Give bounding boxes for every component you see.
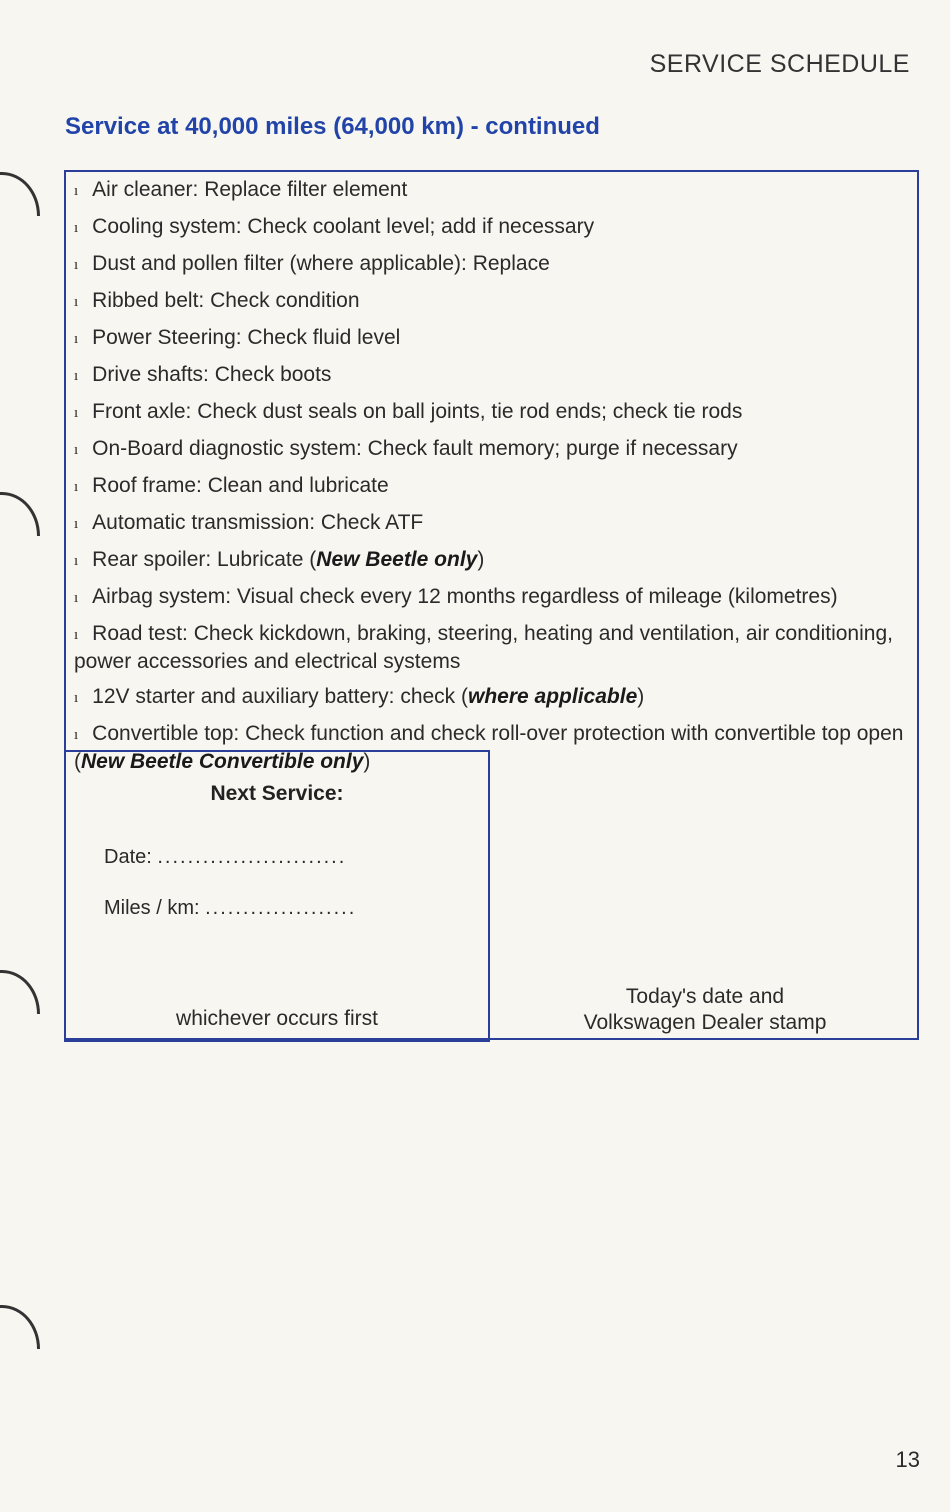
bullet-icon: ı	[74, 220, 79, 236]
checklist-item	[74, 399, 910, 427]
page-number: 13	[895, 1447, 920, 1472]
checklist-item-text: Power Steering: Check fluid level	[92, 326, 401, 349]
binder-hole-mark	[0, 1305, 40, 1349]
service-checklist-box	[64, 170, 919, 1040]
binder-hole-mark	[0, 970, 40, 1014]
checklist-item	[74, 436, 910, 464]
checklist-item-text: 12V starter and auxiliary battery: check (	[92, 685, 469, 708]
binder-hole-mark	[0, 172, 40, 216]
checklist-item	[74, 177, 910, 205]
miles-label: Miles / km:	[104, 897, 200, 919]
next-service-title: Next Service:	[210, 782, 344, 805]
checklist-item-text: On-Board diagnostic system: Check fault memory; purge if necessary	[92, 437, 738, 460]
checklist-item	[74, 473, 910, 501]
dealer-stamp-area	[490, 984, 920, 1036]
checklist-item-text: Cooling system: Check coolant level; add if necessary	[92, 215, 595, 238]
whichever-note: whichever occurs first	[176, 1007, 378, 1030]
checklist-item	[74, 547, 910, 575]
checklist-item-text: Roof frame: Clean and lubricate	[92, 474, 389, 497]
bullet-icon: ı	[74, 331, 79, 347]
checklist-item	[74, 584, 910, 612]
checklist-item-text: Airbag system: Visual check every 12 months regardless of mileage (kilometres)	[92, 585, 838, 608]
bullet-icon: ı	[74, 553, 79, 569]
binder-hole-mark	[0, 492, 40, 536]
next-service-miles-line	[104, 897, 356, 920]
checklist-item	[74, 325, 910, 353]
bullet-icon: ı	[74, 257, 79, 273]
checklist-item-text: Convertible top: Check function and check roll-over protection with convertible top open (	[74, 722, 904, 773]
checklist-item-text: Rear spoiler: Lubricate (	[92, 548, 317, 571]
checklist-item	[74, 621, 910, 675]
checklist-item-text: Front axle: Check dust seals on ball joints, tie rod ends; check tie rods	[92, 400, 743, 423]
next-service-date-line	[104, 846, 346, 869]
checklist-item-text: Ribbed belt: Check condition	[92, 289, 360, 312]
bullet-icon: ı	[74, 690, 79, 706]
checklist-item-suffix: )	[637, 685, 645, 708]
bullet-icon: ı	[74, 627, 79, 643]
checklist-item	[74, 288, 910, 316]
checklist-item-emphasis: New Beetle Convertible only	[81, 750, 364, 773]
date-label: Date:	[104, 846, 152, 868]
checklist-item-text: Air cleaner: Replace filter element	[92, 178, 408, 201]
checklist-item-suffix: )	[477, 548, 485, 571]
bullet-icon: ı	[74, 479, 79, 495]
section-header: SERVICE SCHEDULE	[649, 50, 910, 78]
date-field: .........................	[157, 846, 347, 868]
checklist-item-text: Road test: Check kickdown, braking, steering, heating and ventilation, air conditioning, power accessories and electrical systems	[74, 622, 893, 673]
bullet-icon: ı	[74, 405, 79, 421]
miles-field: ....................	[205, 897, 357, 919]
bullet-icon: ı	[74, 183, 79, 199]
bullet-icon: ı	[74, 442, 79, 458]
stamp-line-1: Today's date and	[625, 985, 785, 1008]
checklist-item	[74, 251, 910, 279]
checklist-item	[74, 362, 910, 390]
bullet-icon: ı	[74, 590, 79, 606]
checklist-item	[74, 684, 910, 712]
bullet-icon: ı	[74, 516, 79, 532]
checklist-item-text: Drive shafts: Check boots	[92, 363, 332, 386]
checklist-item-emphasis: New Beetle only	[316, 548, 478, 571]
checklist-item-emphasis: where applicable	[468, 685, 638, 708]
next-service-box	[64, 750, 490, 1042]
checklist-item	[74, 510, 910, 538]
page-title: Service at 40,000 miles (64,000 km) - continued	[65, 113, 600, 140]
stamp-line-2: Volkswagen Dealer stamp	[583, 1011, 827, 1034]
checklist-item-suffix: )	[363, 750, 371, 773]
checklist-item-text: Automatic transmission: Check ATF	[92, 511, 424, 534]
checklist-item	[74, 214, 910, 242]
checklist-item-text: Dust and pollen filter (where applicable): Replace	[92, 252, 550, 275]
bullet-icon: ı	[74, 368, 79, 384]
bullet-icon: ı	[74, 727, 79, 743]
bullet-icon: ı	[74, 294, 79, 310]
service-checklist	[74, 177, 910, 784]
